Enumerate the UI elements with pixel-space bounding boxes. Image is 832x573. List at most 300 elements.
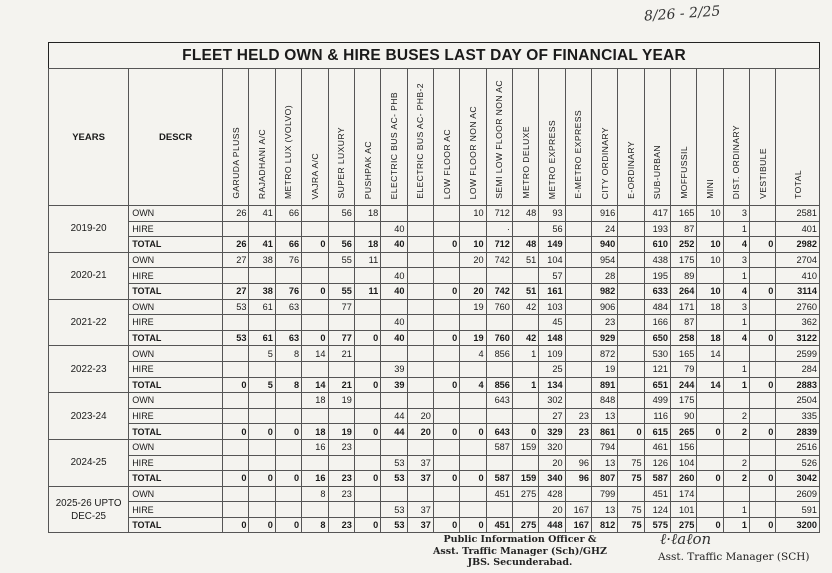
value-cell xyxy=(460,315,486,331)
value-cell xyxy=(433,346,459,362)
value-cell: 23 xyxy=(328,517,354,533)
value-cell: 982 xyxy=(591,283,617,299)
value-cell: 260 xyxy=(670,471,696,487)
value-cell: 171 xyxy=(670,299,696,315)
value-cell: 27 xyxy=(223,283,249,299)
value-cell: 48 xyxy=(512,237,538,253)
value-cell: 5 xyxy=(249,346,275,362)
value-cell xyxy=(433,221,459,237)
value-cell xyxy=(407,252,433,268)
value-cell xyxy=(697,393,723,409)
value-cell: 23 xyxy=(328,439,354,455)
value-cell xyxy=(249,393,275,409)
table-row xyxy=(49,268,820,284)
value-cell: 1 xyxy=(512,346,538,362)
value-cell xyxy=(512,268,538,284)
column-header xyxy=(328,69,354,206)
value-cell: 40 xyxy=(381,315,407,331)
column-header xyxy=(591,69,617,206)
value-cell: 0 xyxy=(750,471,776,487)
value-cell: 428 xyxy=(539,486,565,502)
value-cell: 742 xyxy=(486,252,512,268)
value-cell: 2883 xyxy=(776,377,820,393)
value-cell: 1 xyxy=(723,377,749,393)
value-cell: 0 xyxy=(750,283,776,299)
value-cell xyxy=(275,502,301,518)
value-cell xyxy=(486,315,512,331)
value-cell: 451 xyxy=(486,486,512,502)
value-cell: 4 xyxy=(460,377,486,393)
value-cell: 61 xyxy=(249,330,275,346)
value-cell xyxy=(697,439,723,455)
value-cell xyxy=(618,486,644,502)
value-cell: 302 xyxy=(539,393,565,409)
value-cell xyxy=(354,315,380,331)
value-cell xyxy=(750,268,776,284)
value-cell: 3 xyxy=(723,206,749,222)
value-cell xyxy=(302,221,328,237)
descr-cell: OWN xyxy=(129,486,223,502)
descr-cell: TOTAL xyxy=(129,517,223,533)
value-cell xyxy=(750,455,776,471)
value-cell: 18 xyxy=(354,237,380,253)
year-cell: 2023-24 xyxy=(49,393,129,440)
value-cell: 0 xyxy=(433,517,459,533)
value-cell: 37 xyxy=(407,471,433,487)
value-cell: 175 xyxy=(670,252,696,268)
column-header-label: LOW FLOOR AC xyxy=(441,128,452,199)
value-cell: 0 xyxy=(697,471,723,487)
value-cell xyxy=(750,252,776,268)
value-cell xyxy=(381,299,407,315)
value-cell xyxy=(697,221,723,237)
value-cell: 20 xyxy=(539,502,565,518)
value-cell xyxy=(486,268,512,284)
column-header-label: VAJRA A/C xyxy=(309,152,320,199)
value-cell: 591 xyxy=(776,502,820,518)
value-cell: 448 xyxy=(539,517,565,533)
value-cell xyxy=(565,237,591,253)
value-cell: 195 xyxy=(644,268,670,284)
value-cell: 320 xyxy=(539,439,565,455)
value-cell: 275 xyxy=(670,517,696,533)
value-cell: 14 xyxy=(302,346,328,362)
descr-cell: HIRE xyxy=(129,502,223,518)
value-cell xyxy=(486,455,512,471)
value-cell: 1 xyxy=(512,377,538,393)
value-cell: 587 xyxy=(486,439,512,455)
column-header-label: LOW FLOOR NON AC xyxy=(467,105,478,199)
value-cell: 252 xyxy=(670,237,696,253)
value-cell xyxy=(223,361,249,377)
value-cell xyxy=(433,299,459,315)
value-cell: 23 xyxy=(565,408,591,424)
value-cell xyxy=(697,502,723,518)
value-cell xyxy=(302,299,328,315)
value-cell: 258 xyxy=(670,330,696,346)
value-cell xyxy=(275,486,301,502)
value-cell: 25 xyxy=(539,361,565,377)
year-cell: 2025-26 UPTO DEC-25 xyxy=(49,486,129,533)
value-cell: 1 xyxy=(723,361,749,377)
value-cell xyxy=(618,377,644,393)
table-row xyxy=(49,439,820,455)
value-cell xyxy=(565,377,591,393)
value-cell: 340 xyxy=(539,471,565,487)
value-cell xyxy=(750,221,776,237)
value-cell xyxy=(407,299,433,315)
value-cell: 87 xyxy=(670,315,696,331)
value-cell: 37 xyxy=(407,455,433,471)
value-cell xyxy=(407,346,433,362)
value-cell xyxy=(750,502,776,518)
value-cell: 0 xyxy=(354,471,380,487)
value-cell: 2 xyxy=(723,424,749,440)
value-cell: 916 xyxy=(591,206,617,222)
value-cell: 126 xyxy=(644,455,670,471)
value-cell: 14 xyxy=(302,377,328,393)
year-cell: 2022-23 xyxy=(49,346,129,393)
value-cell xyxy=(618,206,644,222)
value-cell xyxy=(433,252,459,268)
value-cell: 166 xyxy=(644,315,670,331)
value-cell: 712 xyxy=(486,237,512,253)
value-cell: 0 xyxy=(223,377,249,393)
value-cell: 2504 xyxy=(776,393,820,409)
table-row xyxy=(49,330,820,346)
table-row xyxy=(49,315,820,331)
value-cell xyxy=(381,439,407,455)
value-cell: 27 xyxy=(223,252,249,268)
value-cell: 0 xyxy=(433,424,459,440)
value-cell: 103 xyxy=(539,299,565,315)
value-cell xyxy=(565,439,591,455)
value-cell xyxy=(223,408,249,424)
descr-cell: TOTAL xyxy=(129,330,223,346)
fleet-table xyxy=(48,68,820,533)
value-cell: 41 xyxy=(249,237,275,253)
value-cell xyxy=(433,206,459,222)
value-cell xyxy=(433,486,459,502)
value-cell: 244 xyxy=(670,377,696,393)
column-header-label: RAJADHANI A/C xyxy=(257,128,268,199)
value-cell xyxy=(618,346,644,362)
value-cell: 530 xyxy=(644,346,670,362)
value-cell xyxy=(750,346,776,362)
value-cell: 0 xyxy=(433,377,459,393)
value-cell: 51 xyxy=(512,283,538,299)
value-cell: 633 xyxy=(644,283,670,299)
value-cell xyxy=(328,268,354,284)
column-header-label: GARUDA PLUSS xyxy=(230,127,241,199)
column-header xyxy=(354,69,380,206)
value-cell: 8 xyxy=(302,517,328,533)
column-header-label: CITY ORDINARY xyxy=(599,126,610,199)
value-cell: 760 xyxy=(486,299,512,315)
value-cell: 0 xyxy=(697,424,723,440)
value-cell xyxy=(223,393,249,409)
value-cell: 587 xyxy=(486,471,512,487)
value-cell: 13 xyxy=(591,502,617,518)
value-cell: 0 xyxy=(750,517,776,533)
value-cell: 104 xyxy=(539,252,565,268)
years-header: YEARS xyxy=(49,69,129,206)
value-cell: 14 xyxy=(697,377,723,393)
value-cell: 0 xyxy=(223,424,249,440)
value-cell: 96 xyxy=(565,455,591,471)
value-cell xyxy=(275,268,301,284)
value-cell: 0 xyxy=(750,377,776,393)
column-header xyxy=(223,69,249,206)
value-cell xyxy=(433,455,459,471)
value-cell xyxy=(302,268,328,284)
value-cell: 275 xyxy=(512,517,538,533)
value-cell xyxy=(618,221,644,237)
value-cell xyxy=(750,486,776,502)
value-cell xyxy=(275,221,301,237)
descr-cell: HIRE xyxy=(129,361,223,377)
value-cell: 19 xyxy=(460,330,486,346)
value-cell xyxy=(249,315,275,331)
value-cell: 0 xyxy=(223,517,249,533)
column-header xyxy=(776,69,820,206)
value-cell: 799 xyxy=(591,486,617,502)
value-cell xyxy=(697,361,723,377)
value-cell xyxy=(275,393,301,409)
descr-cell: OWN xyxy=(129,299,223,315)
value-cell: 643 xyxy=(486,424,512,440)
value-cell xyxy=(407,206,433,222)
value-cell xyxy=(275,455,301,471)
value-cell: 89 xyxy=(670,268,696,284)
value-cell xyxy=(512,393,538,409)
value-cell xyxy=(223,455,249,471)
descr-cell: OWN xyxy=(129,439,223,455)
value-cell xyxy=(618,252,644,268)
value-cell: 410 xyxy=(776,268,820,284)
value-cell xyxy=(223,502,249,518)
value-cell xyxy=(223,268,249,284)
value-cell xyxy=(381,393,407,409)
descr-cell: HIRE xyxy=(129,268,223,284)
value-cell: 20 xyxy=(407,408,433,424)
column-header-label: E-ORDINARY xyxy=(625,141,636,199)
value-cell xyxy=(407,361,433,377)
column-header-label: DIST. ORDINARY xyxy=(731,124,742,199)
value-cell xyxy=(618,268,644,284)
value-cell xyxy=(407,330,433,346)
value-cell: 19 xyxy=(328,424,354,440)
value-cell: 165 xyxy=(670,206,696,222)
value-cell xyxy=(433,315,459,331)
value-cell xyxy=(433,408,459,424)
value-cell: 1 xyxy=(723,315,749,331)
value-cell xyxy=(697,486,723,502)
value-cell: 87 xyxy=(670,221,696,237)
column-header xyxy=(302,69,328,206)
value-cell: 61 xyxy=(249,299,275,315)
value-cell xyxy=(433,361,459,377)
value-cell: 23 xyxy=(328,471,354,487)
value-cell xyxy=(618,237,644,253)
value-cell: 1 xyxy=(723,221,749,237)
value-cell: 40 xyxy=(381,283,407,299)
value-cell: 76 xyxy=(275,283,301,299)
value-cell xyxy=(381,206,407,222)
column-header xyxy=(249,69,275,206)
value-cell xyxy=(512,315,538,331)
value-cell: 76 xyxy=(275,252,301,268)
column-header xyxy=(644,69,670,206)
column-header-label: PUSHPAK AC xyxy=(362,140,373,199)
value-cell xyxy=(565,268,591,284)
value-cell: 56 xyxy=(328,237,354,253)
value-cell xyxy=(460,502,486,518)
value-cell: 0 xyxy=(433,330,459,346)
table-row xyxy=(49,455,820,471)
value-cell: 891 xyxy=(591,377,617,393)
value-cell xyxy=(275,408,301,424)
value-cell: 275 xyxy=(512,486,538,502)
value-cell xyxy=(407,268,433,284)
value-cell xyxy=(223,221,249,237)
descr-cell: TOTAL xyxy=(129,471,223,487)
value-cell xyxy=(433,393,459,409)
table-row xyxy=(49,377,820,393)
value-cell xyxy=(697,315,723,331)
value-cell xyxy=(486,502,512,518)
value-cell: 11 xyxy=(354,283,380,299)
value-cell xyxy=(750,408,776,424)
value-cell xyxy=(354,502,380,518)
table-row xyxy=(49,346,820,362)
value-cell: 5 xyxy=(249,377,275,393)
value-cell xyxy=(354,439,380,455)
table-row xyxy=(49,361,820,377)
value-cell xyxy=(275,315,301,331)
officer-stamp xyxy=(425,534,615,569)
value-cell: 0 xyxy=(275,517,301,533)
signature-scribble: ℓ·ℓaℓon xyxy=(660,530,712,548)
value-cell: 3200 xyxy=(776,517,820,533)
value-cell: 21 xyxy=(328,346,354,362)
column-header-label: SUB-URBAN xyxy=(652,144,663,199)
value-cell xyxy=(512,502,538,518)
value-cell: 3122 xyxy=(776,330,820,346)
table-body xyxy=(49,206,820,533)
value-cell: 44 xyxy=(381,408,407,424)
value-cell: 57 xyxy=(539,268,565,284)
column-header-label: E-METRO EXPRESS xyxy=(573,110,584,199)
value-cell: 2 xyxy=(723,471,749,487)
value-cell: 264 xyxy=(670,283,696,299)
value-cell xyxy=(354,455,380,471)
value-cell: 643 xyxy=(486,393,512,409)
value-cell xyxy=(302,315,328,331)
column-header xyxy=(275,69,301,206)
value-cell: 53 xyxy=(381,471,407,487)
value-cell: 2 xyxy=(723,408,749,424)
value-cell: 742 xyxy=(486,283,512,299)
value-cell: 856 xyxy=(486,377,512,393)
value-cell: 18 xyxy=(302,424,328,440)
value-cell: 20 xyxy=(407,424,433,440)
value-cell: 174 xyxy=(670,486,696,502)
value-cell: 19 xyxy=(328,393,354,409)
table-row xyxy=(49,299,820,315)
value-cell: 21 xyxy=(328,377,354,393)
value-cell: 10 xyxy=(697,252,723,268)
value-cell: 40 xyxy=(381,330,407,346)
value-cell: 51 xyxy=(512,252,538,268)
value-cell: 794 xyxy=(591,439,617,455)
value-cell xyxy=(328,361,354,377)
value-cell: 0 xyxy=(223,471,249,487)
value-cell: 499 xyxy=(644,393,670,409)
value-cell: 40 xyxy=(381,237,407,253)
value-cell xyxy=(750,361,776,377)
value-cell xyxy=(328,502,354,518)
officer-line-1: Public Information Officer & xyxy=(443,534,597,545)
value-cell xyxy=(433,268,459,284)
value-cell: 451 xyxy=(644,486,670,502)
value-cell: 0 xyxy=(460,517,486,533)
table-row xyxy=(49,486,820,502)
year-cell: 2020-21 xyxy=(49,252,129,299)
table-row xyxy=(49,206,820,222)
value-cell: 42 xyxy=(512,330,538,346)
value-cell: 66 xyxy=(275,237,301,253)
value-cell xyxy=(565,361,591,377)
value-cell xyxy=(302,361,328,377)
value-cell: 2760 xyxy=(776,299,820,315)
value-cell: 90 xyxy=(670,408,696,424)
value-cell xyxy=(249,408,275,424)
value-cell: 461 xyxy=(644,439,670,455)
value-cell xyxy=(302,408,328,424)
value-cell: 109 xyxy=(539,346,565,362)
value-cell: 149 xyxy=(539,237,565,253)
value-cell: 28 xyxy=(591,268,617,284)
table-row xyxy=(49,393,820,409)
value-cell: 1 xyxy=(723,502,749,518)
value-cell: 651 xyxy=(644,377,670,393)
value-cell: 0 xyxy=(249,424,275,440)
value-cell: 587 xyxy=(644,471,670,487)
value-cell: 24 xyxy=(591,221,617,237)
value-cell: 484 xyxy=(644,299,670,315)
value-cell: 55 xyxy=(328,252,354,268)
table-row xyxy=(49,221,820,237)
value-cell: 0 xyxy=(354,377,380,393)
value-cell xyxy=(565,330,591,346)
value-cell xyxy=(249,221,275,237)
value-cell: 2516 xyxy=(776,439,820,455)
value-cell: 3 xyxy=(723,252,749,268)
value-cell: 0 xyxy=(460,424,486,440)
value-cell xyxy=(618,393,644,409)
value-cell xyxy=(618,299,644,315)
value-cell xyxy=(354,408,380,424)
value-cell: 417 xyxy=(644,206,670,222)
value-cell: 0 xyxy=(275,471,301,487)
value-cell xyxy=(328,315,354,331)
descr-cell: TOTAL xyxy=(129,283,223,299)
value-cell: 56 xyxy=(328,206,354,222)
value-cell xyxy=(723,439,749,455)
year-cell: 2024-25 xyxy=(49,439,129,486)
value-cell: 41 xyxy=(249,206,275,222)
